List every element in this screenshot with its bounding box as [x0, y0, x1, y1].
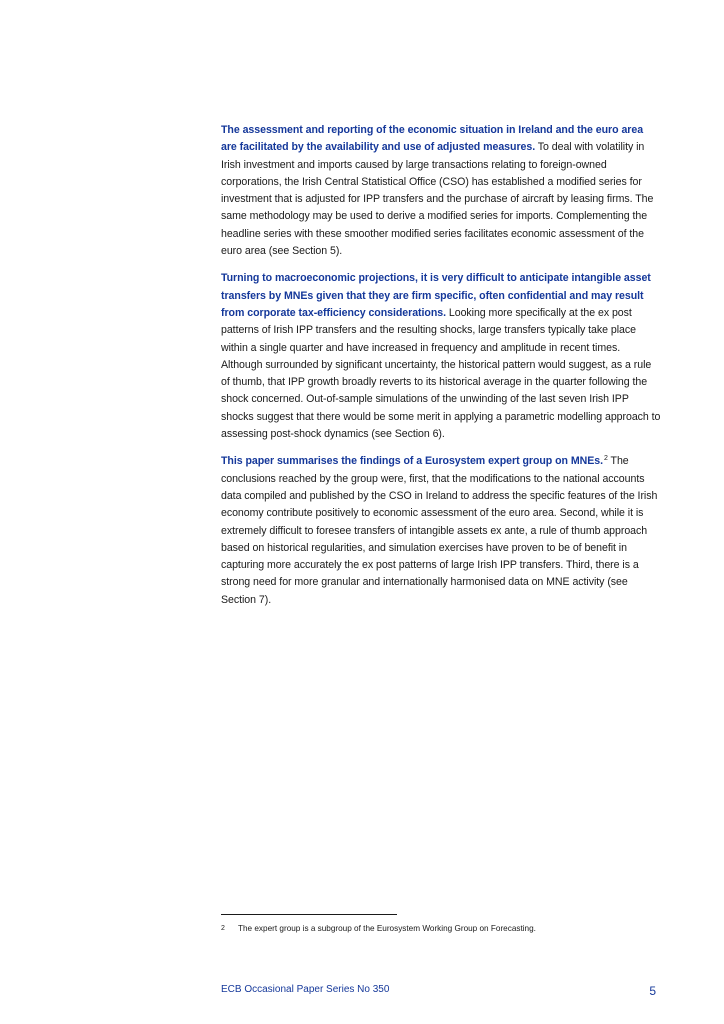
footnote [221, 923, 661, 935]
paragraph-assessment [221, 122, 661, 260]
footer-series-title: ECB Occasional Paper Series No 350 [221, 984, 390, 995]
paragraph-lead: The assessment and reporting of the economic situation in Ireland and the euro area are facilitated by the availability and use of adjusted measures. [221, 124, 644, 154]
paragraph-projections [221, 270, 661, 443]
footnote-number: 2 [221, 925, 225, 932]
paragraph-body: To deal with volatility in Irish investment and imports caused by large transactions relating to foreign-owned corporations, the Irish Central Statistical Office (CSO) has established a modified series for investment that is adjusted for IPP transfers and the purchase of aircraft by leasing firms. The same methodology may be used to derive a modified series for imports. Complementing the headline series with these smoother modified series facilitates economic assessment of the euro area (see Section 5). [221, 141, 654, 258]
paragraph-lead: This paper summarises the findings of a Eurosystem expert group on MNEs. [221, 455, 603, 468]
footnote-reference[interactable]: 2 [603, 454, 608, 462]
footnote-text: The expert group is a subgroup of the Eurosystem Working Group on Forecasting. [238, 924, 536, 933]
paragraph-lead: Turning to macroeconomic projections, it is very difficult to anticipate intangible asset transfers by MNEs given that they are firm specific, often confidential and may result from corporate tax-efficiency considerations. [221, 272, 651, 319]
page-number: 5 [649, 984, 656, 998]
paragraph-summary [221, 453, 661, 609]
main-text [221, 122, 661, 619]
footnote-divider [221, 914, 397, 915]
paragraph-body: The conclusions reached by the group were, first, that the modifications to the national accounts data compiled and published by the CSO in Ireland to address the specific features of the Irish economy contribute positively to economic assessment of the euro area. Second, while it is extremely difficult to foresee transfers of intangible assets ex ante, a rule of thumb approach based on historical regularities, and simulation exercises have proven to be of benefit in capturing more accurately the ex post patterns of large Irish IPP transfers. Third, there is a strong need for more granular and internationally harmonised data on MNE activity (see Section 7). [221, 455, 658, 606]
paragraph-body: Looking more specifically at the ex post patterns of Irish IPP transfers and the resulting shocks, large transfers typically take place within a single quarter and have increased in frequency and amplitude in recent times. Although surrounded by significant uncertainty, the historical pattern would suggest, as a rule of thumb, that IPP growth broadly reverts to its historical average in the quarter following the shock concerned. Out-of-sample simulations of the unwinding of the last seven Irish IPP shocks suggest that there would be some merit in applying a parametric modelling approach to assessing post-shock dynamics (see Section 6). [221, 306, 661, 441]
